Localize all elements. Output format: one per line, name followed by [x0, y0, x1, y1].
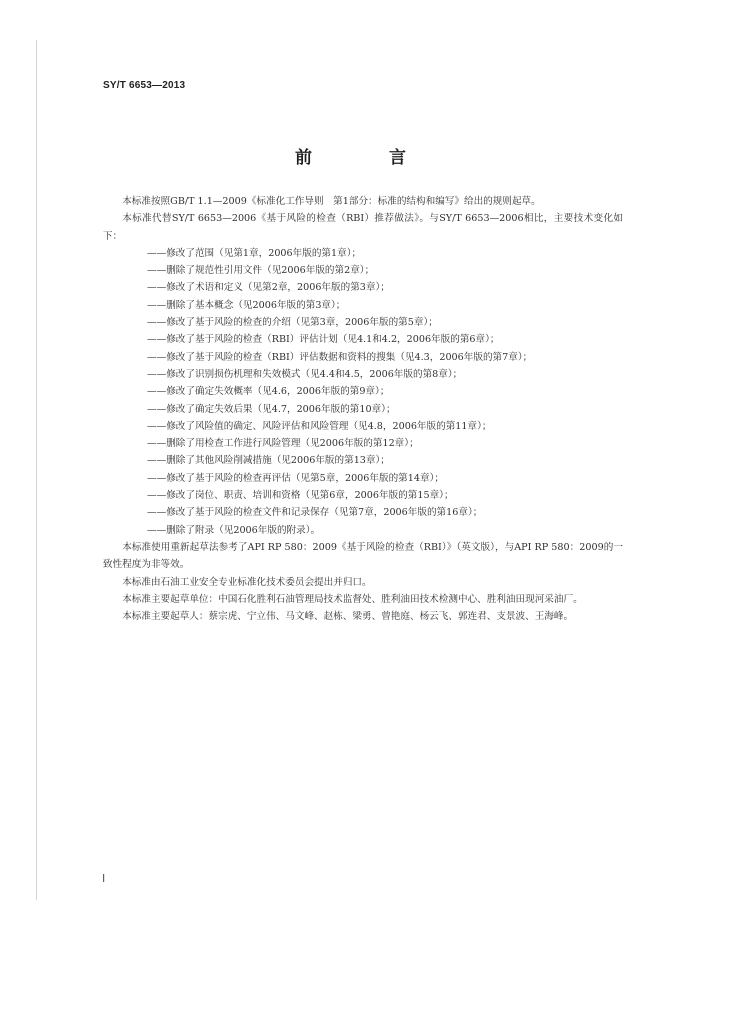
list-item: ——修改了术语和定义（见第2章，2006年版的第3章）；: [147, 282, 390, 294]
paragraph-committee: 本标准由石油工业安全专业标准化技术委员会提出并归口。: [122, 576, 372, 588]
list-item: ——修改了识别损伤机理和失效模式（见4.4和4.5，2006年版的第8章）；: [147, 368, 463, 380]
page-title: 前 言: [295, 148, 436, 168]
list-item: ——修改了基于风险的检查再评估（见第5章，2006年版的第14章）；: [147, 472, 444, 484]
list-item: ——修改了风险值的确定、风险评估和风险管理（见4.8，2006年版的第11章）；: [147, 420, 492, 432]
list-item: ——修改了基于风险的检查（RBI）评估数据和资料的搜集（见4.3，2006年版的第7章）；: [147, 351, 533, 363]
changes-list: [103, 245, 623, 539]
list-item: ——删除了用检查工作进行风险管理（见2006年版的第12章）；: [147, 438, 419, 450]
list-item: ——修改了确定失效概率（见4.6，2006年版的第9章）；: [147, 386, 390, 398]
paragraph-api-reference: 本标准使用重新起草法参考了API RP 580：2009《基于风险的检查（RBI）》（英文版），与API RP 580：2009的一致性程度为非等效。: [103, 541, 623, 571]
paragraph-drafters: 本标准主要起草人：蔡宗虎、宁立伟、马文峰、赵栋、梁勇、曾艳庭、杨云飞、郭连君、支景波、王海峰。: [122, 611, 574, 623]
page-number: I: [102, 872, 106, 885]
list-item: ——修改了基于风险的检查的介绍（见第3章，2006年版的第5章）；: [147, 317, 438, 329]
list-item: ——删除了规范性引用文件（见2006年版的第2章）；: [147, 265, 375, 277]
scan-edge-line: [36, 40, 37, 900]
list-item: ——修改了基于风险的检查文件和记录保存（见第7章，2006年版的第16章）；: [147, 507, 483, 519]
paragraph-drafting-rules: 本标准按照GB/T 1.1—2009《标准化工作导则 第1部分：标准的结构和编写》给出的规则起草。: [122, 196, 541, 207]
list-item: ——修改了确定失效后果（见4.7，2006年版的第10章）；: [147, 403, 396, 415]
paragraph-drafting-units: 本标准主要起草单位：中国石化胜利石油管理局技术监督处、胜利油田技术检测中心、胜利油田现河采油厂。: [122, 593, 583, 605]
list-item: ——删除了附录（见2006年版的附录）。: [147, 524, 321, 536]
list-item: ——修改了岗位、职责、培训和资格（见第6章，2006年版的第15章）；: [147, 490, 454, 502]
standard-code-header: SY/T 6653—2013: [103, 80, 186, 91]
foreword-body: [103, 193, 623, 625]
list-item: ——删除了其他风险削减措施（见2006年版的第13章）；: [147, 455, 390, 467]
list-item: ——修改了基于风险的检查（RBI）评估计划（见4.1和4.2，2006年版的第6章）；: [147, 334, 500, 346]
list-item: ——删除了基本概念（见2006年版的第3章）；: [147, 299, 346, 311]
paragraph-replacement: 本标准代替SY/T 6653—2006《基于风险的检查（RBI）推荐做法》。与SY/T 6653—2006相比，主要技术变化如下：: [103, 213, 623, 242]
list-item: ——修改了范围（见第1章，2006年版的第1章）；: [147, 247, 362, 259]
